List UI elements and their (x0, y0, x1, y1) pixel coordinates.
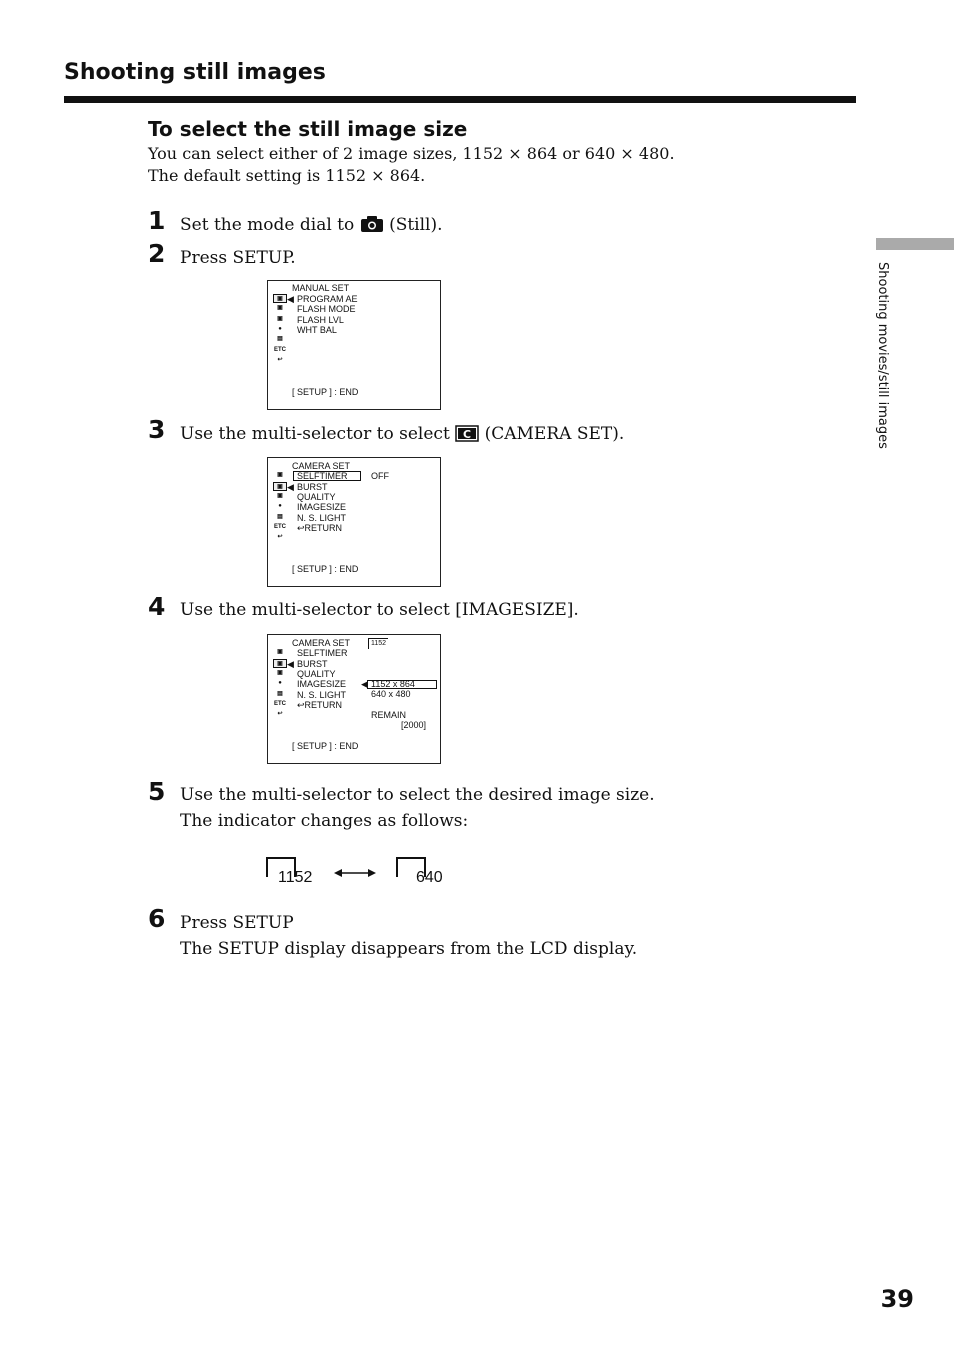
step-text-6 (180, 910, 637, 962)
lcd3-item: N. S. LIGHT (297, 690, 347, 700)
lcd3-item-label: RETURN (304, 700, 343, 710)
lcd2-item-return (297, 523, 342, 533)
lcd1-item: FLASH MODE (297, 304, 356, 314)
arrow-left-icon: ◀ (287, 294, 294, 304)
lcd-image-size (267, 634, 441, 764)
step-1-after: (Still). (389, 215, 443, 235)
lcd3-item: IMAGESIZE (297, 679, 347, 689)
step-number-5: 5 (148, 777, 166, 806)
etc-icon: ETC (274, 701, 286, 707)
lcd2-item: SELFTIMER (297, 471, 348, 481)
lcd3-item: QUALITY (297, 669, 336, 679)
lcd1-item: WHT BAL (297, 325, 337, 335)
step-number-3: 3 (148, 415, 166, 444)
return-icon: ↩ (277, 711, 283, 717)
sidebar-label (866, 262, 896, 492)
return-icon: ↩ (297, 523, 305, 533)
page-number: 39 (880, 1285, 914, 1313)
manual-set-icon: ▣ (273, 294, 287, 303)
step-3-before: Use the multi-selector to select (180, 424, 450, 444)
step-6-line-1: Press SETUP (180, 913, 294, 933)
arrow-left-icon: ◀ (361, 679, 368, 689)
step-text-5 (180, 782, 655, 834)
lcd3-title: CAMERA SET (292, 638, 351, 648)
lcd3-footer: [ SETUP ] : END (292, 741, 359, 751)
play-set-icon: ▣ (277, 670, 283, 676)
step-text-4: Use the multi-selector to select [IMAGESIZE]. (180, 600, 579, 620)
intro-text (148, 143, 675, 187)
step-text-1 (180, 212, 443, 238)
return-icon: ↩ (297, 700, 305, 710)
lcd2-item-label: RETURN (304, 523, 343, 533)
printer-icon: ▤ (277, 514, 283, 520)
lcd3-option-selected: 1152 x 864 (371, 679, 415, 689)
indicator-diagram (266, 857, 446, 891)
lcd-camera-set (267, 457, 441, 587)
lcd1-item: FLASH LVL (297, 315, 344, 325)
double-arrow-icon (334, 867, 376, 879)
indicator-left: 1152 (278, 869, 313, 886)
lcd2-item: QUALITY (297, 492, 336, 502)
return-icon: ↩ (277, 357, 283, 363)
disc-icon: ● (278, 326, 282, 332)
intro-line-2: The default setting is 1152 × 864. (148, 166, 426, 185)
step-number-2: 2 (148, 239, 166, 268)
lcd3-remain-label: REMAIN (371, 710, 407, 720)
step-6-line-2: The SETUP display disappears from the LCD display. (180, 939, 638, 959)
camera-icon (360, 215, 384, 233)
sidebar-label-text: Shooting movies/still images (875, 262, 890, 449)
intro-line-1: You can select either of 2 image sizes, 1152 × 864 or 640 × 480. (148, 144, 675, 163)
arrow-left-icon: ◀ (287, 659, 294, 669)
lcd3-item-return (297, 700, 342, 710)
lcd1-title: MANUAL SET (292, 283, 350, 293)
header-rule (64, 96, 856, 103)
lcd-manual-set (267, 280, 441, 410)
step-text-3 (180, 421, 624, 447)
camera-set-icon: ▣ (273, 659, 287, 668)
play-set-icon: ▣ (277, 316, 283, 322)
lcd2-footer: [ SETUP ] : END (292, 564, 359, 574)
lcd3-item: BURST (297, 659, 328, 669)
etc-icon: ETC (274, 347, 286, 353)
section-title: Shooting still images (64, 60, 326, 85)
svg-text:C: C (463, 428, 472, 441)
lcd2-title: CAMERA SET (292, 461, 351, 471)
step-5-line-1: Use the multi-selector to select the desired image size. (180, 785, 655, 805)
step-number-1: 1 (148, 206, 166, 235)
step-number-6: 6 (148, 904, 166, 933)
camera-set-icon: ▣ (273, 482, 287, 491)
lcd1-item: PROGRAM AE (297, 294, 358, 304)
image-size-indicator-icon: 1152 (368, 638, 388, 649)
step-text-2: Press SETUP. (180, 248, 296, 268)
step-1-before: Set the mode dial to (180, 215, 355, 235)
subsection-title: To select the still image size (148, 117, 468, 141)
lcd2-item: N. S. LIGHT (297, 513, 347, 523)
lcd2-value: OFF (371, 471, 389, 481)
step-number-4: 4 (148, 592, 166, 621)
indicator-right: 640 (416, 869, 443, 886)
return-icon: ↩ (277, 534, 283, 540)
camera-set-icon: ▣ (277, 305, 283, 311)
printer-icon: ▤ (277, 336, 283, 342)
camera-set-icon (455, 425, 479, 442)
manual-set-icon: ▣ (277, 472, 283, 478)
manual-set-icon: ▣ (277, 649, 283, 655)
lcd1-footer: [ SETUP ] : END (292, 387, 359, 397)
lcd2-item: BURST (297, 482, 328, 492)
sidebar-tab-marker (876, 238, 954, 250)
lcd3-remain-value: [2000] (401, 720, 427, 730)
lcd3-item: SELFTIMER (297, 648, 348, 658)
disc-icon: ● (278, 503, 282, 509)
printer-icon: ▤ (277, 691, 283, 697)
lcd3-option: 640 x 480 (371, 689, 411, 699)
disc-icon: ● (278, 680, 282, 686)
play-set-icon: ▣ (277, 493, 283, 499)
arrow-left-icon: ◀ (287, 482, 294, 492)
step-3-after: (CAMERA SET). (484, 424, 625, 444)
lcd2-item: IMAGESIZE (297, 502, 347, 512)
step-5-line-2: The indicator changes as follows: (180, 811, 469, 831)
etc-icon: ETC (274, 524, 286, 530)
